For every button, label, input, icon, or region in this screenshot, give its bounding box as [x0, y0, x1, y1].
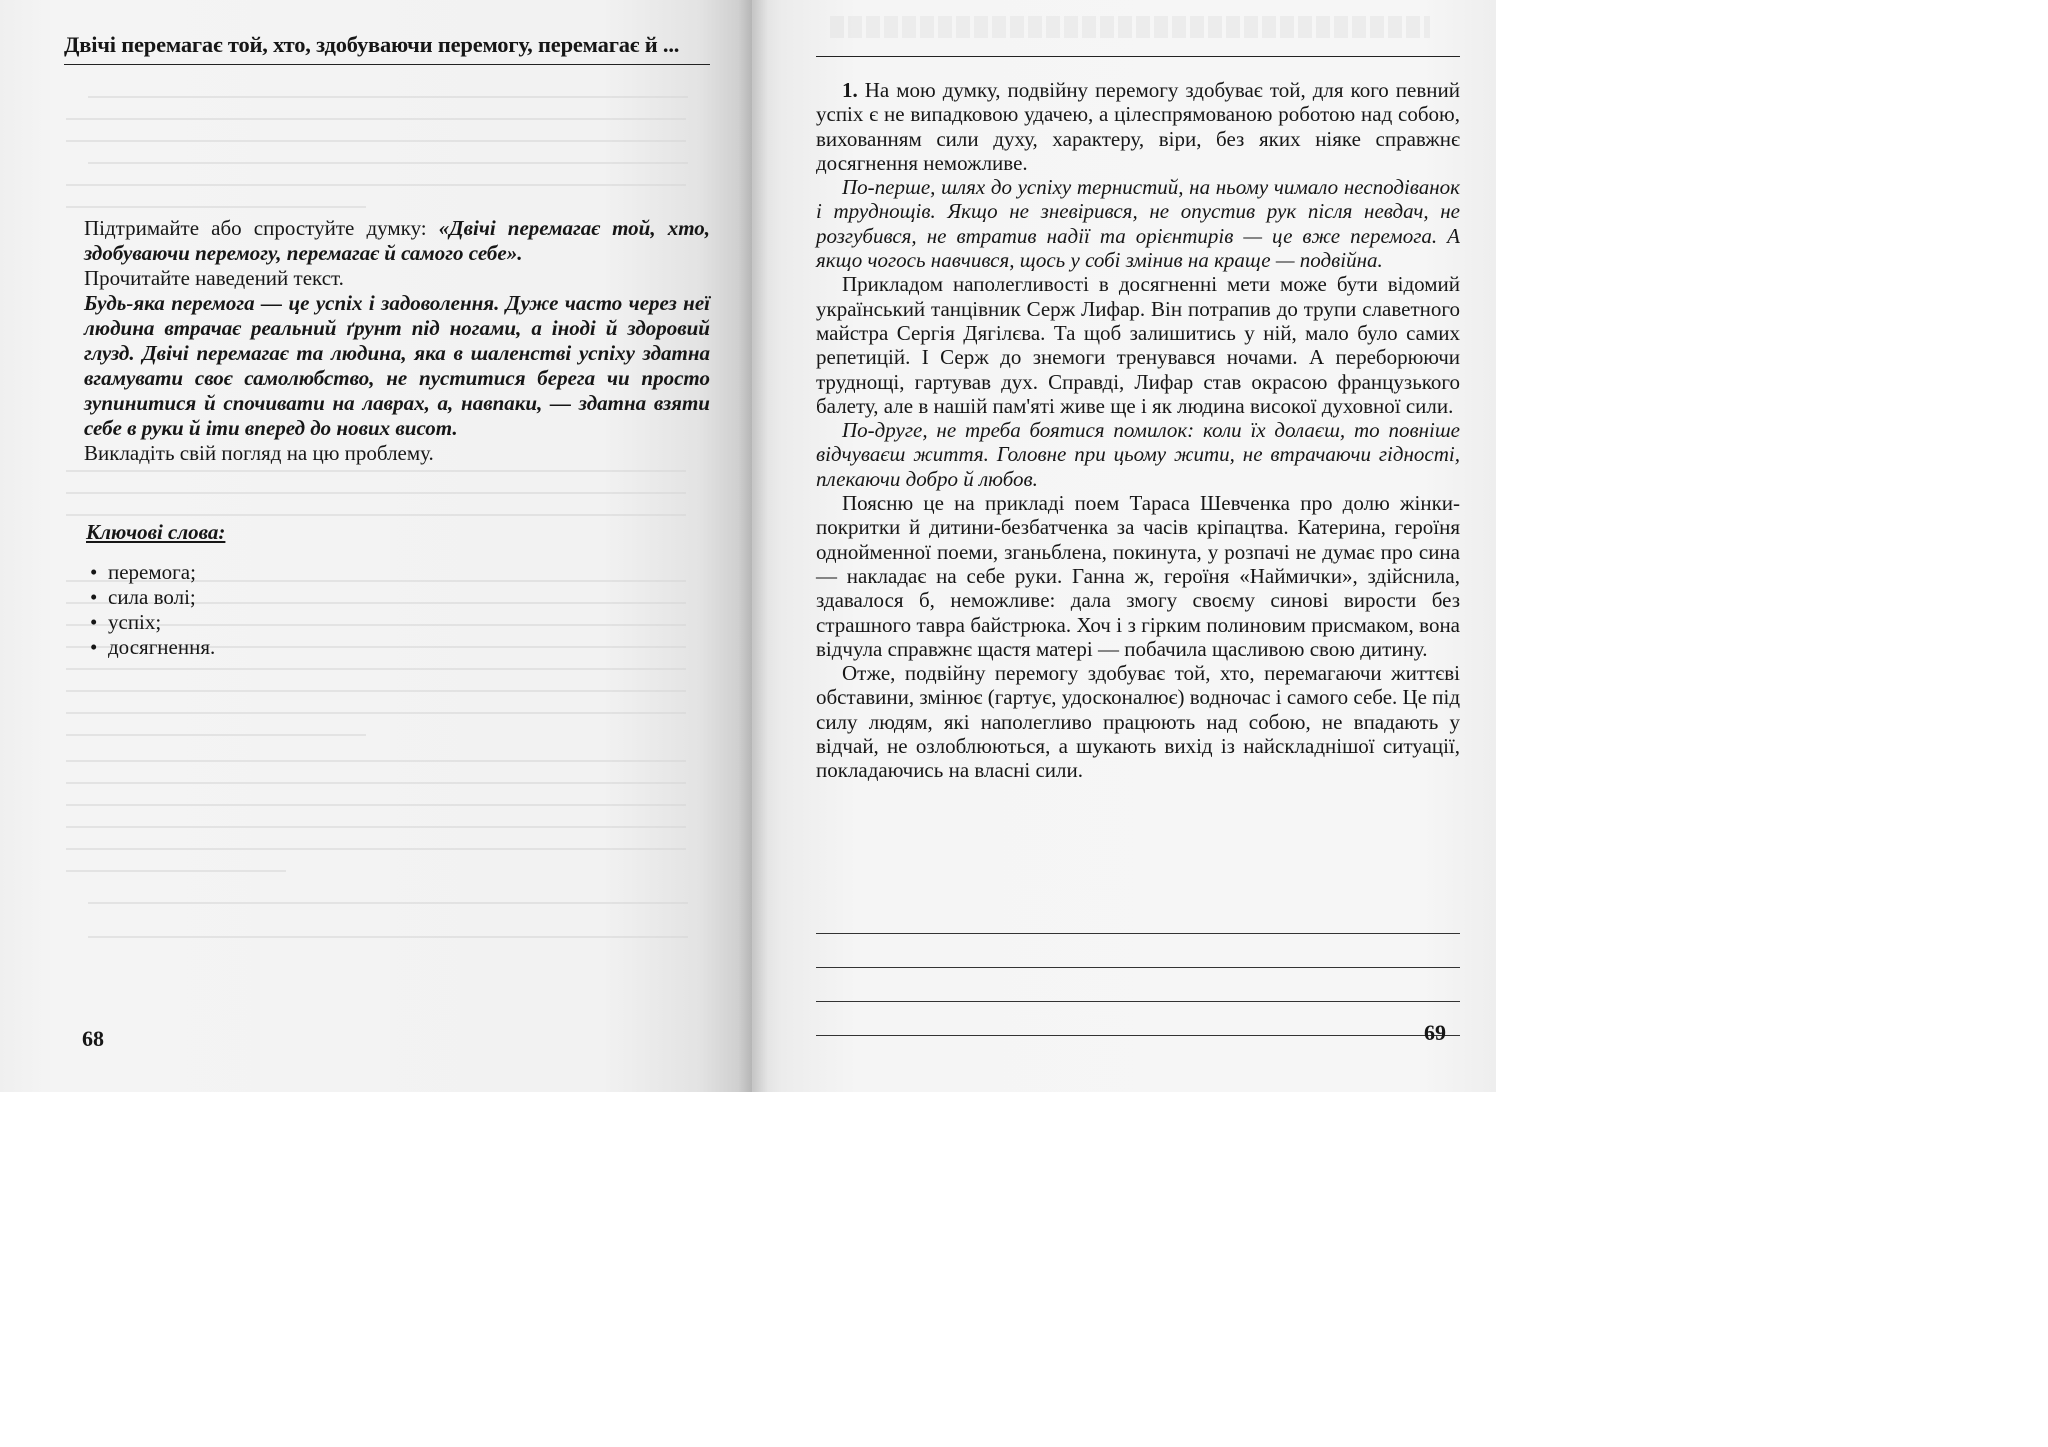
excerpt: Будь-яка перемога — це успіх і задоволення. Дуже часто через неї людина втрачає реальний ґрунт під ногами, а іноді й здоровий глузд. Двічі перемагає та людина, яка в шаленстві успіху здатна вгамувати своє самолюбство, не пуститися берега чи просто зупинитися й спочивати на лаврах, а, навпаки, — здатна взяти себе в руки й іти вперед до нових висот. — [84, 291, 710, 440]
bleed-through-head — [830, 16, 1430, 38]
essay-paragraph-argument-2: По-друге, не треба боятися помилок: коли їх долаєш, то повніше відчуваєш життя. Головне при цьому жити, не втрачаючи гідності, плекаючи добро й любов. — [816, 418, 1460, 491]
task-lead: Підтримайте або спростуйте думку: — [84, 216, 439, 240]
writing-line — [816, 1002, 1460, 1036]
item-number: 1. — [842, 78, 858, 102]
writing-line — [816, 968, 1460, 1002]
essay-paragraph-thesis — [816, 78, 1460, 175]
keyword-item: • досягнення. — [90, 635, 215, 660]
essay-paragraph-example-2: Поясню це на прикладі поем Тараса Шевченка про долю жінки-покритки й дитини-безбатченка за часів кріпацтва. Катерина, героїня однойменної поеми, зганьблена, покинута, у розпачі не думає про сина — накладає на себе руки. Ганна ж, героїня «Наймички», здійснила, здавалося б, неможливе: дала змогу своєму синові вирости без страшного тавра байстрюка. Хоч і з гірким полиновим присмаком, вона відчула справжнє щастя матері — побачила щасливою свою дитину. — [816, 491, 1460, 661]
header-rule — [816, 56, 1460, 57]
writing-line — [816, 900, 1460, 934]
writing-line — [816, 934, 1460, 968]
keyword-item: • успіх; — [90, 610, 215, 635]
essay-paragraph-example-1: Прикладом наполегливості в досягненні мети може бути відомий український танцівник Серж Лифар. Він потрапив до трупи славетного майстра Сергія Дягілєва. Та щоб залишитись у ній, мало було самих репетицій. І Серж до знемоги тренувався ночами. А переборюючи труднощі, гартував дух. Справді, Лифар став окрасою французького балету, але в нашій пам'яті живе ще і як людина високої духовної сили. — [816, 272, 1460, 418]
read-instruction: Прочитайте наведений текст. — [84, 266, 344, 290]
thesis-text: На мою думку, подвійну перемогу здобуває той, для кого певний успіх є не випадковою удачею, а цілеспрямованою роботою над собою, вихованням сили духу, характеру, віри, без яких ніяке справжнє досягнення неможливе. — [816, 78, 1460, 175]
keyword-item: • сила волі; — [90, 585, 215, 610]
left-page — [0, 0, 752, 1092]
task-text — [84, 216, 710, 466]
keywords-title: Ключові слова: — [86, 520, 226, 544]
task-statement — [84, 216, 710, 266]
writing-lines — [816, 900, 1460, 1036]
essay-paragraph-conclusion: Отже, подвійну перемогу здобуває той, хто, перемагаючи життєві обставини, змінює (гартує, удосконалює) водночас і самого себе. Це під силу людям, які наполегливо працюють над собою, не впадають у відчай, не озлоблюються, а шукають вихід із найскладнішої ситуації, покладаючись на власні сили. — [816, 661, 1461, 783]
task-quote: «Двічі перемагає той, хто, здобуваючи перемогу, перемагає й самого себе». — [84, 216, 710, 265]
keywords-list — [90, 560, 215, 660]
statement-instruction: Викладіть свій погляд на цю проблему. — [84, 441, 434, 465]
essay-text — [816, 78, 1460, 783]
running-head: Двічі перемагає той, хто, здобуваючи перемогу, перемагає й ... — [64, 32, 710, 65]
essay-paragraph-argument-1: По-перше, шлях до успіху тернистий, на ньому чимало несподіванок і труднощів. Якщо не зневірився, не опустив рук після невдач, не розгубився, не втратив надії та орієнтирів — це вже перемога. А якщо чогось навчився, щось у собі змінив на краще — подвійна. — [816, 175, 1460, 273]
page-number-left: 68 — [82, 1026, 104, 1051]
page-number-right: 69 — [1424, 1020, 1446, 1045]
keyword-item: • перемога; — [90, 560, 215, 585]
gutter-shadow — [738, 0, 768, 1092]
